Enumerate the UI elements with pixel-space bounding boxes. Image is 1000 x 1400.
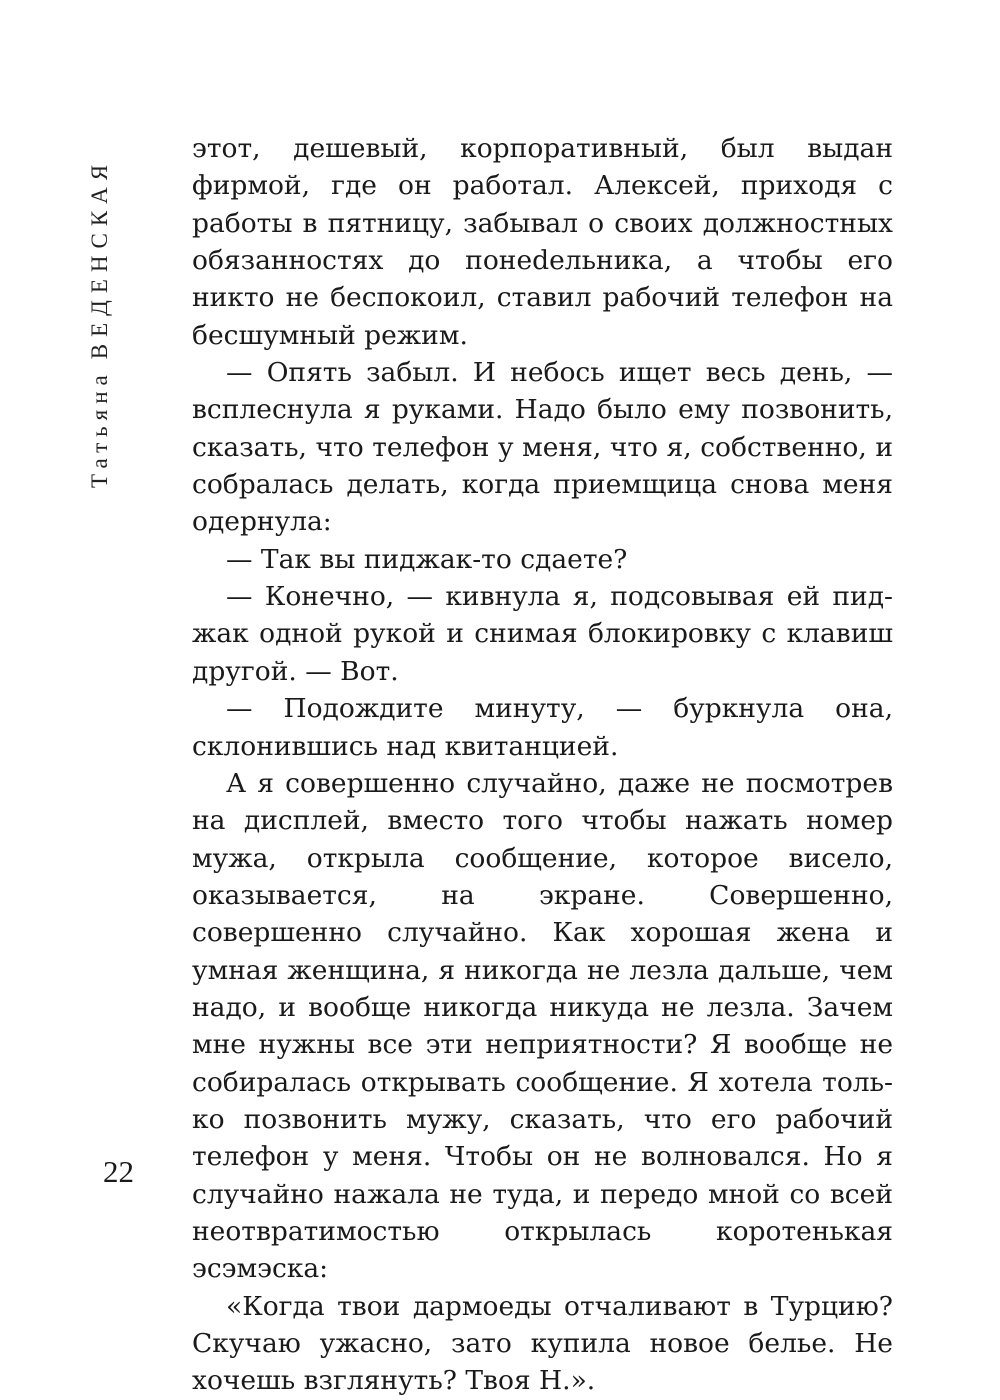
- body-text: [192, 130, 893, 1400]
- paragraph: — Подождите минуту, — буркнула она, склонившись над квитанцией.: [192, 693, 893, 762]
- paragraph: — Конечно, — кивнула я, подсовывая ей пиджак одной рукой и снимая блокировку с клавиш другой. — Вот.: [192, 581, 893, 687]
- running-header-author: [80, 128, 120, 488]
- paragraph: — Опять забыл. И небось ищет весь день, — всплеснула я руками. Надо было ему позвонить, сказать, что телефон у меня, что я, собственно, и собралась делать, когда приемщица снова меня одернула:: [192, 357, 893, 538]
- paragraph: А я совершенно случайно, даже не посмотрев на дисплей, вместо того чтобы нажать номер мужа, открыла сообщение, которое висело, оказывается, на экране. Совершенно, совершенно случайно. Как хорошая жена и умная женщина, я никогда не лезла дальше, чем надо, и вообще никогда никуда не лезла. Зачем мне нужны все эти неприятности? Я вообще не собиралась открывать сообщение. Я хотела только позвонить мужу, сказать, что его рабочий телефон у меня. Чтобы он не волновался. Но я случайно нажала не туда, и передо мной со всей неотвратимостью открылась коротенькая эсэмэска:: [192, 767, 893, 1285]
- paragraph: этот, дешевый, корпоративный, был выдан фирмой, где он работал. Алексей, приходя с работы в пятницу, забывал о своих должностных обязанностях до понеdельника, а чтобы его никто не беспокоил, ставил рабочий телефон на бесшумный режим.: [192, 133, 893, 351]
- paragraph: «Когда твои дармоеды отчаливают в Турцию? Скучаю ужасно, зато купила новое белье. Не хочешь взглянуть? Твоя Н.».: [192, 1290, 893, 1397]
- page-number: 22: [103, 1154, 134, 1189]
- author-last-name: ВЕДЕНСКАЯ: [87, 157, 112, 360]
- paragraph: — Так вы пиджак-то сдаете?: [226, 543, 628, 575]
- author-first-name: Татьяна: [87, 369, 112, 488]
